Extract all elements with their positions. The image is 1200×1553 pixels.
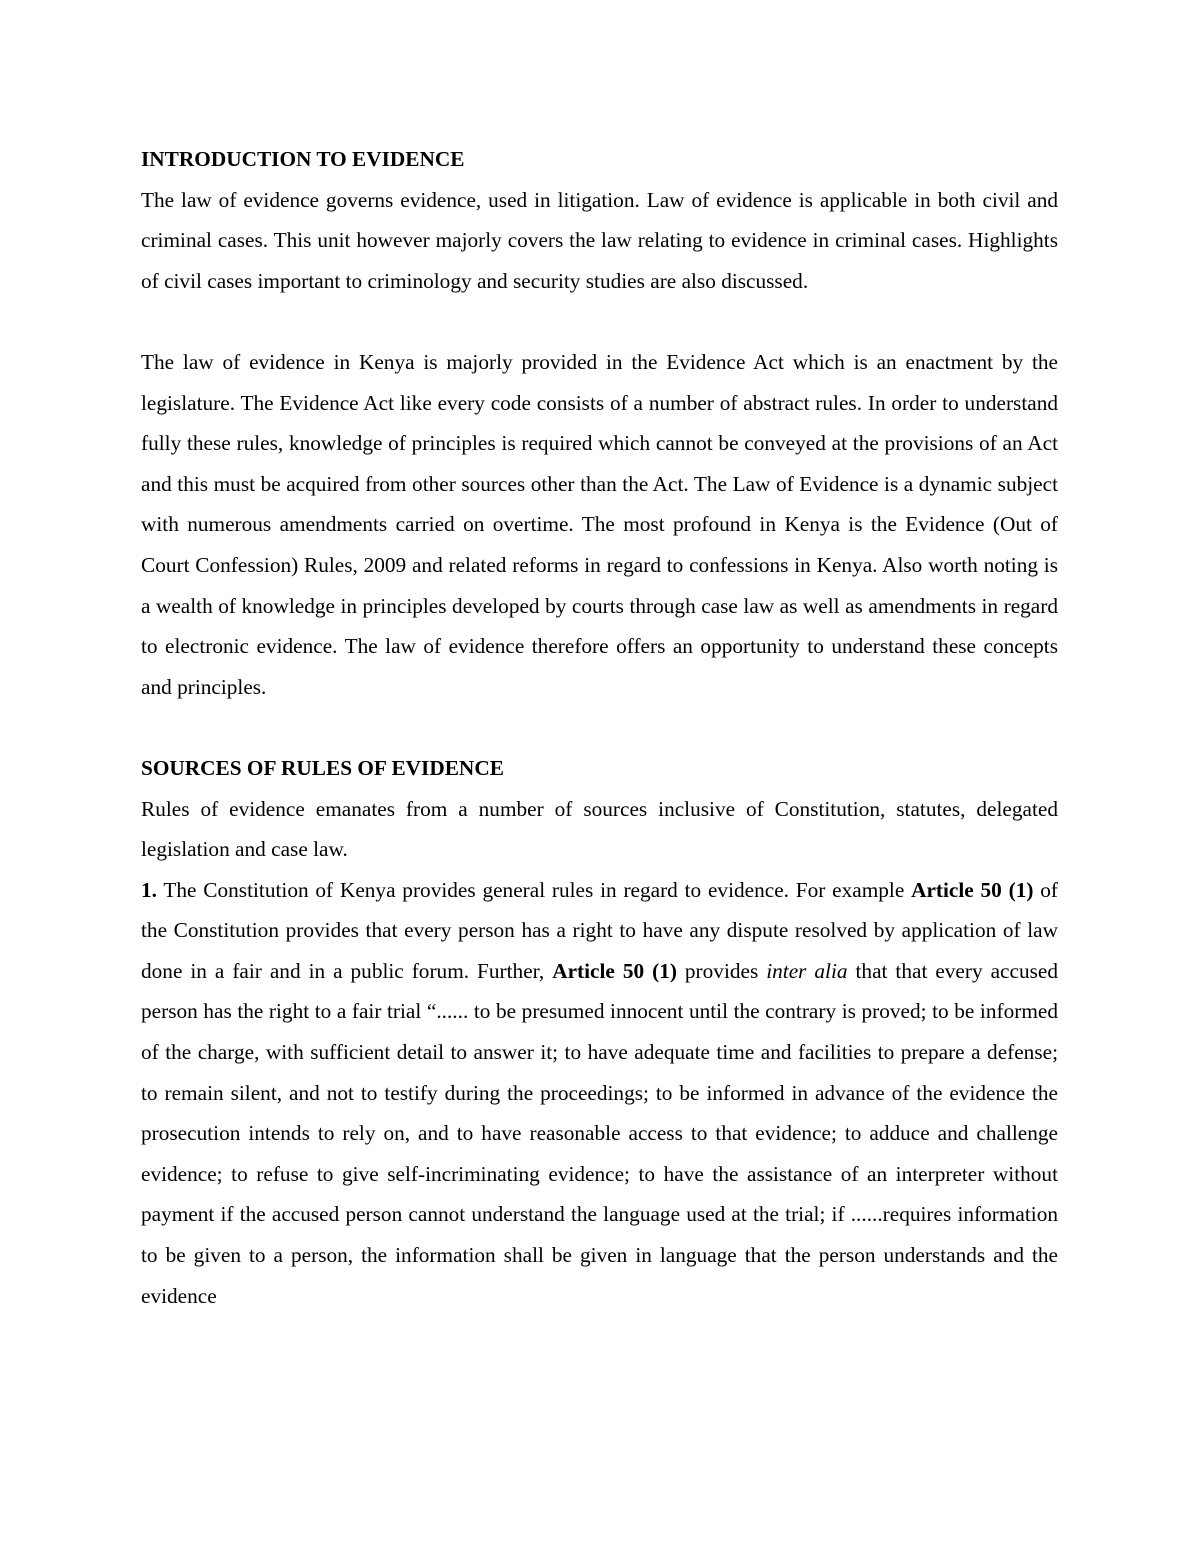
sources-paragraph-1: Rules of evidence emanates from a number of sources inclusive of Constitution, statutes, delegated legislation and case law. [141,796,1058,862]
paragraph-gap [141,707,1058,748]
article-reference: Article 50 (1) [552,958,677,983]
item-number: 1. [141,877,157,902]
paragraph-gap [141,301,1058,342]
sources-item-1 [141,870,1058,1317]
item-text: The Constitution of Kenya provides general rules in regard to evidence. For example [156,877,912,902]
intro-paragraph-1: The law of evidence governs evidence, used in litigation. Law of evidence is applicable in both civil and criminal cases. This unit however majorly covers the law relating to evidence in criminal cases. Highlights of civil cases important to criminology and security studies are also discussed. [141,187,1058,293]
document-body [141,139,1058,1316]
item-text: of the Constitution provides that every person has a right to have any dispute resolved by application of law done in a fair and in a public forum. Further, [141,877,1059,983]
item-text: that that every accused person has the right to a fair trial “...... to be presumed innocent until the contrary is proved; to be informed of the charge, with sufficient detail to answer it; to have adequate time and facilities to prepare a defense; to remain silent, and not to testify during the proceedings; to be informed in advance of the evidence the prosecution intends to rely on, and to have reasonable access to that evidence; to adduce and challenge evidence; to refuse to give self-incriminating evidence; to have the assistance of an interpreter without payment if the accused person cannot understand the language used at the trial; if ......requires information to be given to a person, the information shall be given in language that the person understands and the evidence [141,958,1058,1308]
heading-introduction: INTRODUCTION TO EVIDENCE [141,147,465,171]
intro-paragraph-2: The law of evidence in Kenya is majorly provided in the Evidence Act which is an enactment by the legislature. The Evidence Act like every code consists of a number of abstract rules. In order to understand fully these rules, knowledge of principles is required which cannot be conveyed at the provisions of an Act and this must be acquired from other sources other than the Act. The Law of Evidence is a dynamic subject with numerous amendments carried on overtime. The most profound in Kenya is the Evidence (Out of Court Confession) Rules, 2009 and related reforms in regard to confessions in Kenya. Also worth noting is a wealth of knowledge in principles developed by courts through case law as well as amendments in regard to electronic evidence. The law of evidence therefore offers an opportunity to understand these concepts and principles. [141,349,1058,699]
article-reference: Article 50 (1) [911,877,1034,902]
heading-sources: SOURCES OF RULES OF EVIDENCE [141,755,504,780]
item-text: provides [676,958,767,983]
latin-term: inter alia [766,958,848,983]
